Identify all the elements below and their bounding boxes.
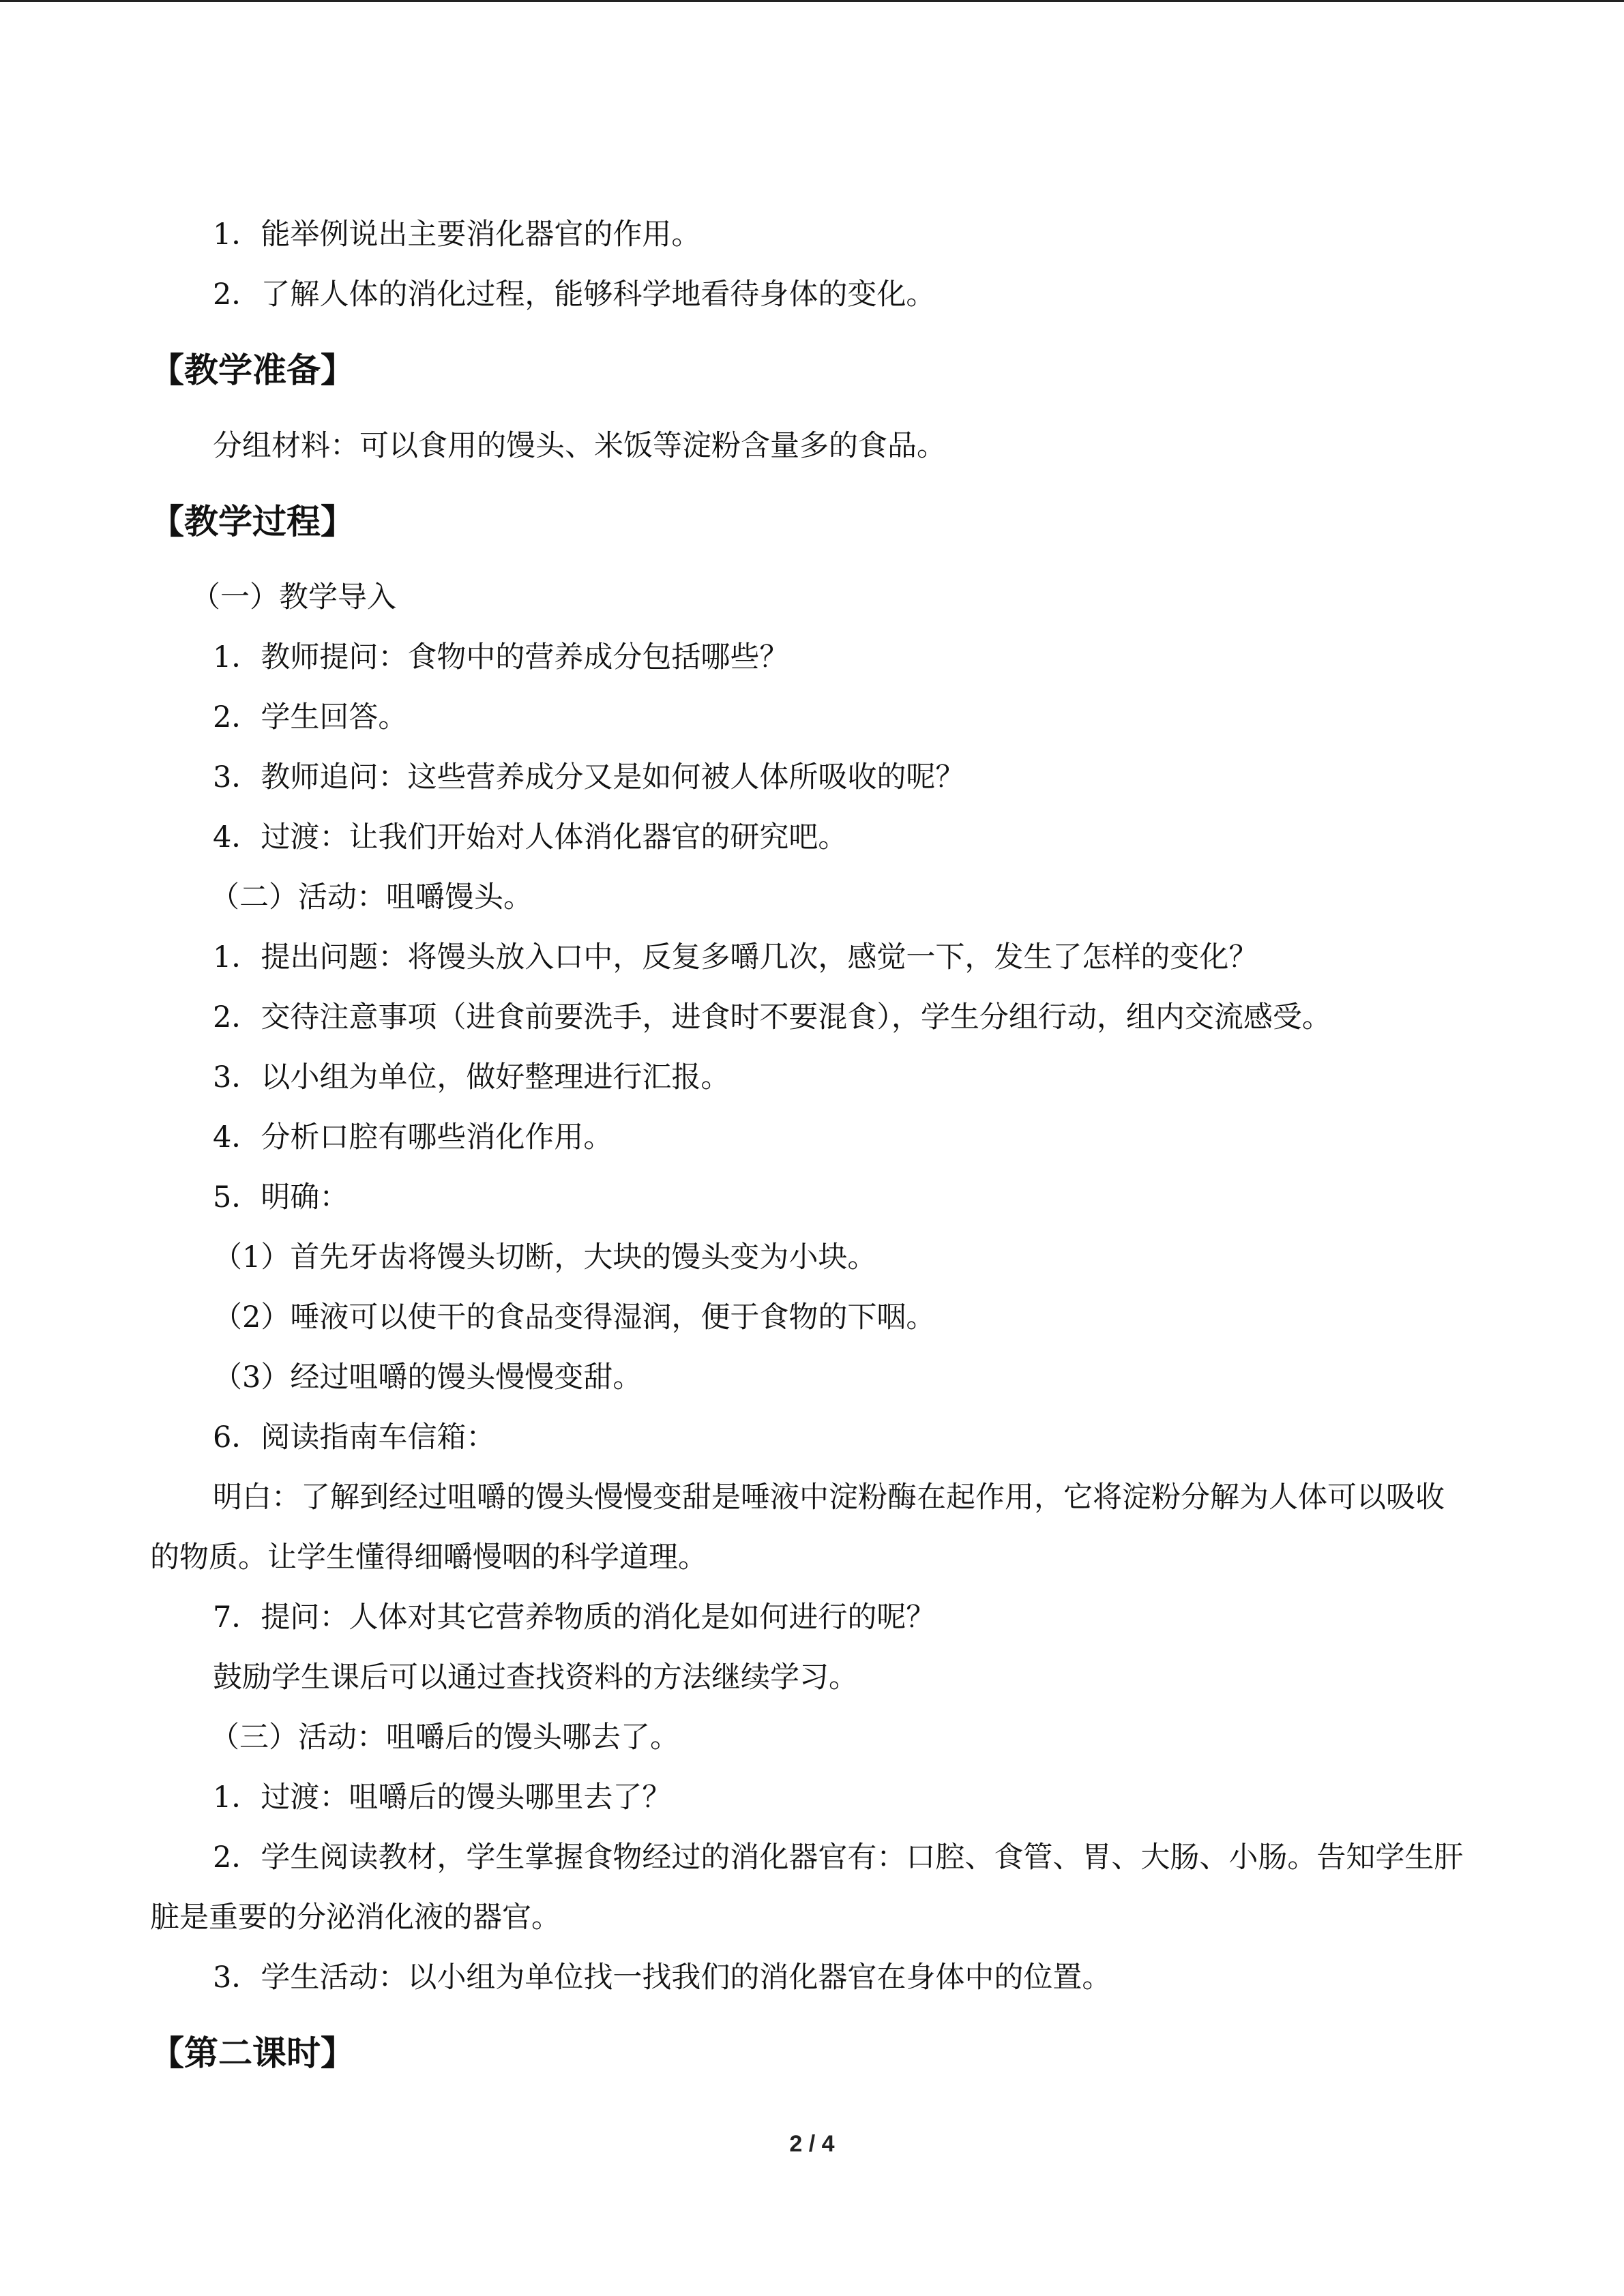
section-2-encourage: 鼓励学生课后可以通过查找资料的方法继续学习。 bbox=[213, 1660, 858, 1695]
objective-2: 2．了解人体的消化过程，能够科学地看待身体的变化。 bbox=[213, 278, 936, 312]
section-1-item-2: 2．学生回答。 bbox=[213, 700, 408, 734]
heading-second-lesson: 【第二课时】 bbox=[150, 2033, 355, 2073]
section-1-item-3: 3．教师追问：这些营养成分又是如何被人体所吸收的呢？ bbox=[213, 760, 965, 794]
section-3-item-3: 3．学生活动：以小组为单位找一找我们的消化器官在身体中的位置。 bbox=[213, 1960, 1112, 1995]
section-1-item-1: 1．教师提问：食物中的营养成分包括哪些？ bbox=[213, 640, 789, 674]
section-2-item-5: 5．明确： bbox=[213, 1180, 349, 1214]
heading-teaching-prep: 【教学准备】 bbox=[150, 351, 355, 390]
section-3-title: （三）活动：咀嚼后的馒头哪去了。 bbox=[210, 1720, 679, 1755]
objective-1: 1．能举例说出主要消化器官的作用。 bbox=[213, 218, 701, 252]
section-2-sub-item-1: （1）首先牙齿将馒头切断，大块的馒头变为小块。 bbox=[213, 1240, 877, 1274]
prep-materials: 分组材料：可以食用的馒头、米饭等淀粉含量多的食品。 bbox=[213, 429, 946, 463]
page-number: 2 / 4 bbox=[789, 2131, 835, 2157]
section-2-title: （二）活动：咀嚼馒头。 bbox=[210, 880, 533, 914]
section-1-title: （一）教学导入 bbox=[191, 580, 396, 614]
section-2-item-3: 3．以小组为单位，做好整理进行汇报。 bbox=[213, 1060, 730, 1094]
section-2-item-1: 1．提出问题：将馒头放入口中，反复多嚼几次，感觉一下，发生了怎样的变化？ bbox=[213, 940, 1258, 974]
section-3-item-2: 2．学生阅读教材，学生掌握食物经过的消化器官有：口腔、食管、胃、大肠、小肠。告知学生肝脏是重要的分泌消化液的器官。 bbox=[150, 1840, 1464, 1935]
page-content bbox=[150, 205, 1473, 2099]
section-2-explanation-paragraph: 明白：了解到经过咀嚼的馒头慢慢变甜是唾液中淀粉酶在起作用，它将淀粉分解为人体可以吸收的物质。让学生懂得细嚼慢咽的科学道理。 bbox=[150, 1480, 1445, 1575]
section-2-item-7: 7．提问：人体对其它营养物质的消化是如何进行的呢？ bbox=[213, 1600, 936, 1635]
section-3-item-1: 1．过渡：咀嚼后的馒头哪里去了？ bbox=[213, 1780, 672, 1815]
section-2-sub-item-2: （2）唾液可以使干的食品变得湿润，便于食物的下咽。 bbox=[213, 1300, 936, 1335]
section-2-item-6: 6．阅读指南车信箱： bbox=[213, 1420, 496, 1455]
section-1-item-4: 4．过渡：让我们开始对人体消化器官的研究吧。 bbox=[213, 820, 848, 854]
heading-teaching-process: 【教学过程】 bbox=[150, 502, 355, 541]
top-border-line bbox=[0, 0, 1624, 2]
section-2-item-4: 4．分析口腔有哪些消化作用。 bbox=[213, 1120, 613, 1154]
section-2-item-2: 2．交待注意事项（进食前要洗手，进食时不要混食），学生分组行动，组内交流感受。 bbox=[213, 1000, 1331, 1034]
section-2-sub-item-3: （3）经过咀嚼的馒头慢慢变甜。 bbox=[213, 1360, 643, 1395]
